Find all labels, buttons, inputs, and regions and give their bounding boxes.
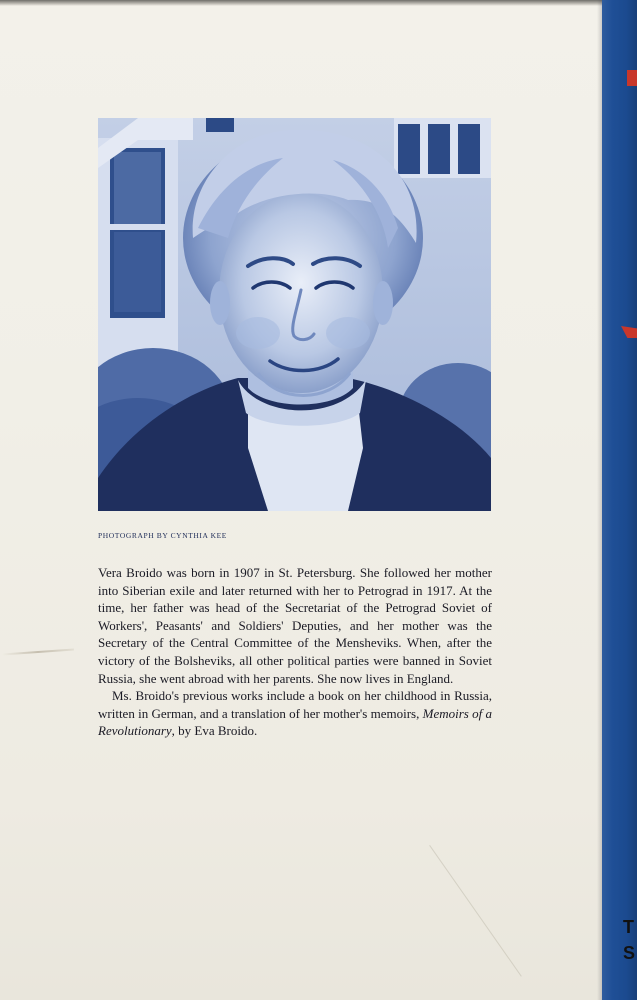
bio-paragraph-2-end: , by Eva Broido. <box>171 723 258 739</box>
bio-paragraph-1: Vera Broido was born in 1907 in St. Petersburg. She followed her mother into Siberian exile and later returned with her to Petrograd in 1917. At the time, her father was head of the Secretariat of the Petrograd Soviet of Workers', Peasants' and Soldiers' Deputies, and her mother was the Secretary of the Central Committee of the Mensheviks. When, after the victory of the Bolsheviks, all other political parties were banned in Soviet Russia, she went abroad with her parents. She now lives in England. <box>98 565 492 686</box>
portrait-image <box>98 118 491 511</box>
spine-red-mark-top <box>627 70 637 86</box>
bio-paragraph-2 <box>98 687 492 740</box>
book-title-memoirs: Memoirs of a Revolutionary <box>98 705 492 739</box>
photo-credit: PHOTOGRAPH BY CYNTHIA KEE <box>98 531 227 540</box>
top-edge-shadow <box>0 0 637 6</box>
author-biography <box>98 564 492 740</box>
paper-crease <box>429 845 522 977</box>
spine-lettering <box>623 914 637 966</box>
book-spine <box>602 0 637 1000</box>
spine-letter-1: T <box>623 917 634 937</box>
author-portrait-photo <box>98 118 491 511</box>
spine-letter-2: S <box>623 943 636 963</box>
bio-paragraph-2-text: Ms. Broido's previous works include a book on her childhood in Russia, written in German, and a translation of her mother's memoirs, <box>98 688 492 721</box>
pencil-mark <box>2 648 74 655</box>
